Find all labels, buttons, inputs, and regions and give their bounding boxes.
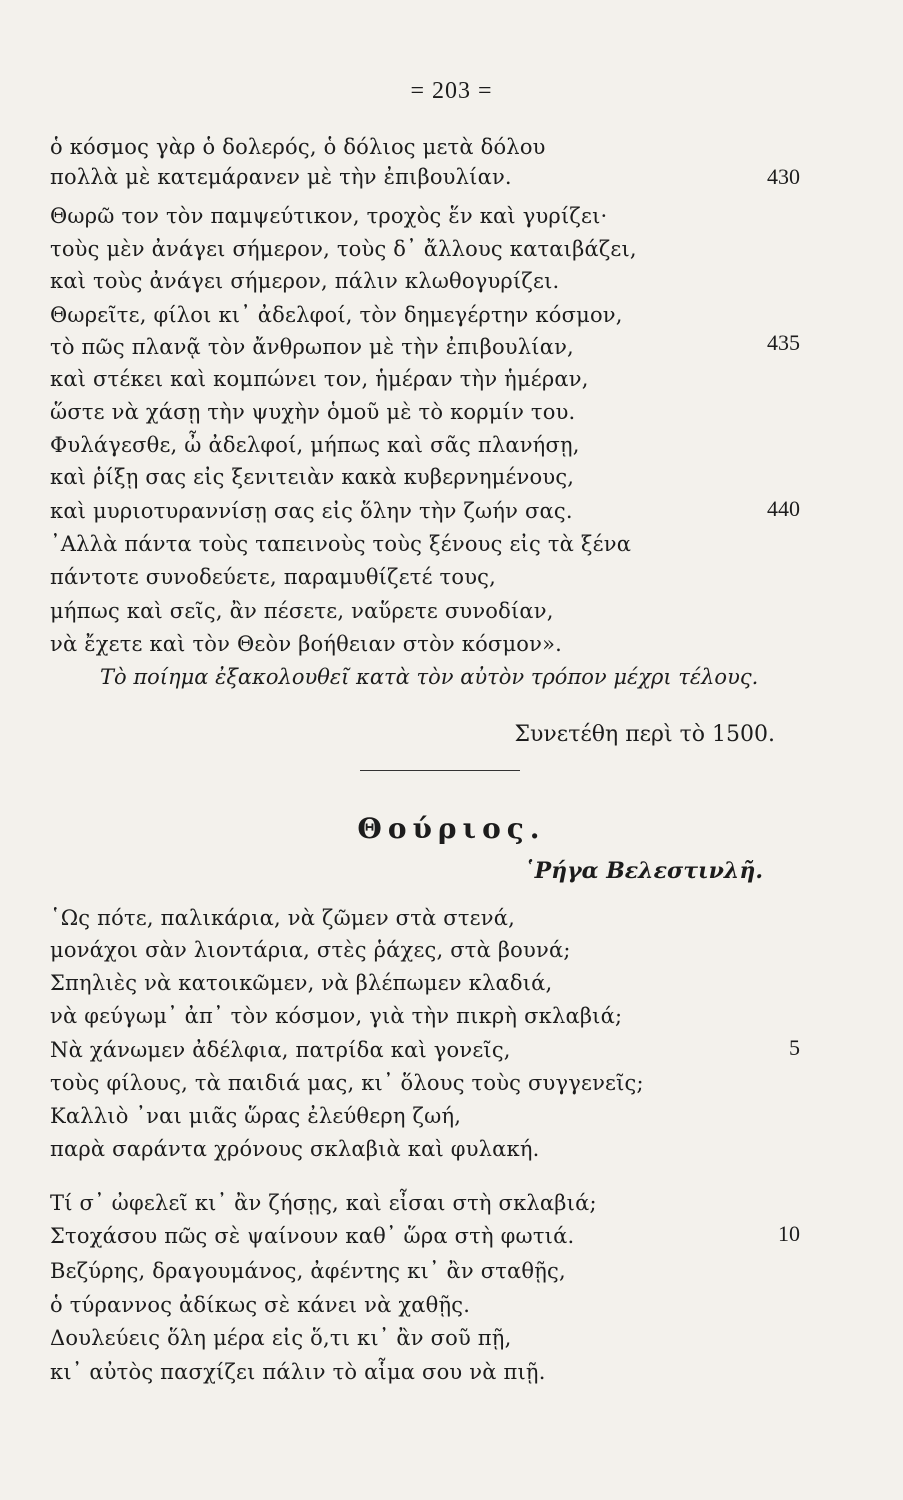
verse-line: Βεζύρης, δραγουμάνος, ἀφέντης κι᾽ ἂν σταθῇς, bbox=[50, 1259, 566, 1283]
verse-line: Τί σ᾽ ὠφελεῖ κι᾽ ἂν ζήσῃς, καὶ εἶσαι στὴ σκλαβιά; bbox=[50, 1191, 597, 1215]
verse-line: ῾Ως πότε, παλικάρια, νὰ ζῶμεν στὰ στενά, bbox=[50, 906, 515, 930]
verse-line: τοὺς φίλους, τὰ παιδιά μας, κι᾽ ὅλους τοὺς συγγενεῖς; bbox=[50, 1071, 644, 1095]
poem-author: ῾Ρήγα Βελεστινλῆ. bbox=[523, 858, 763, 884]
line-number: 10 bbox=[778, 1221, 800, 1246]
verse-line: ὥστε νὰ χάσῃ τὴν ψυχὴν ὁμοῦ μὲ τὸ κορμίν του. bbox=[50, 400, 576, 424]
verse-line: καὶ μυριοτυραννίσῃ σας εἰς ὅλην τὴν ζωήν σας. bbox=[50, 499, 573, 523]
verse-line: κι᾽ αὐτὸς πασχίζει πάλιν τὸ αἷμα σου νὰ πιῇ. bbox=[50, 1360, 546, 1384]
verse-line: Θωρεῖτε, φίλοι κι᾽ ἀδελφοί, τὸν δημεγέρτην κόσμον, bbox=[50, 303, 623, 327]
verse-line: μονάχοι σὰν λιοντάρια, στὲς ῥάχες, στὰ βουνά; bbox=[50, 938, 571, 962]
verse-line: Θωρῶ τον τὸν παμψεύτικον, τροχὸς ἕν καὶ γυρίζει· bbox=[50, 204, 608, 228]
section-divider bbox=[360, 770, 520, 771]
verse-line: ᾽Αλλὰ πάντα τοὺς ταπεινοὺς τοὺς ξένους εἰς τὰ ξένα bbox=[50, 532, 632, 556]
line-number: 440 bbox=[767, 496, 800, 521]
verse-line: ὁ τύραννος ἀδίκως σὲ κάνει νὰ χαθῇς. bbox=[50, 1293, 471, 1317]
verse-line: καὶ στέκει καὶ κομπώνει τον, ἡμέραν τὴν ἡμέραν, bbox=[50, 367, 589, 391]
verse-line: Νὰ χάνωμεν ἀδέλφια, πατρίδα καὶ γονεῖς, bbox=[50, 1038, 511, 1062]
verse-line: τὸ πῶς πλανᾷ τὸν ἄνθρωπον μὲ τὴν ἐπιβουλίαν, bbox=[50, 335, 574, 359]
verse-line: νὰ ἔχετε καὶ τὸν Θεὸν βοήθειαν στὸν κόσμον». bbox=[50, 632, 563, 656]
verse-line: τοὺς μὲν ἀνάγει σήμερον, τοὺς δ᾽ ἄλλους καταιβάζει, bbox=[50, 237, 637, 261]
poem-title: Θούριος. bbox=[357, 812, 546, 845]
verse-line: ὁ κόσμος γὰρ ὁ δολερός, ὁ δόλιος μετὰ δόλου bbox=[50, 135, 546, 159]
verse-line: καὶ τοὺς ἀνάγει σήμερον, πάλιν κλωθογυρίζει. bbox=[50, 269, 560, 293]
verse-line: Καλλιὸ ᾽ναι μιᾶς ὥρας ἐλεύθερη ζωή, bbox=[50, 1104, 462, 1128]
composition-date: Συνετέθη περὶ τὸ 1500. bbox=[514, 722, 775, 747]
verse-line: παρὰ σαράντα χρόνους σκλαβιὰ καὶ φυλακή. bbox=[50, 1137, 540, 1161]
verse-line: πολλὰ μὲ κατεμάρανεν μὲ τὴν ἐπιβουλίαν. bbox=[50, 165, 512, 189]
verse-line: νὰ φεύγωμ᾽ ἀπ᾽ τὸν κόσμον, γιὰ τὴν πικρὴ σκλαβιά; bbox=[50, 1004, 623, 1028]
verse-line: Στοχάσου πῶς σὲ ψαίνουν καθ᾽ ὥρα στὴ φωτιά. bbox=[50, 1224, 575, 1248]
verse-line: Φυλάγεσθε, ὦ ἀδελφοί, μήπως καὶ σᾶς πλανήσῃ, bbox=[50, 433, 580, 457]
verse-line: καὶ ῥίξῃ σας εἰς ξενιτειὰν κακὰ κυβερνημένους, bbox=[50, 465, 575, 489]
editorial-note: Τὸ ποίημα ἐξακολουθεῖ κατὰ τὸν αὐτὸν τρόπον μέχρι τέλους. bbox=[100, 665, 759, 689]
verse-line: Δουλεύεις ὅλη μέρα εἰς ὅ,τι κι᾽ ἂν σοῦ πῇ, bbox=[50, 1326, 512, 1350]
line-number: 430 bbox=[767, 164, 800, 189]
verse-line: πάντοτε συνοδεύετε, παραμυθίζετέ τους, bbox=[50, 565, 497, 589]
verse-line: Σπηλιὲς νὰ κατοικῶμεν, νὰ βλέπωμεν κλαδιά, bbox=[50, 971, 553, 995]
line-number: 5 bbox=[789, 1035, 800, 1060]
page-number: = 203 = bbox=[410, 78, 493, 104]
verse-line: μήπως καὶ σεῖς, ἂν πέσετε, ναὕρετε συνοδίαν, bbox=[50, 599, 554, 623]
line-number: 435 bbox=[767, 330, 800, 355]
